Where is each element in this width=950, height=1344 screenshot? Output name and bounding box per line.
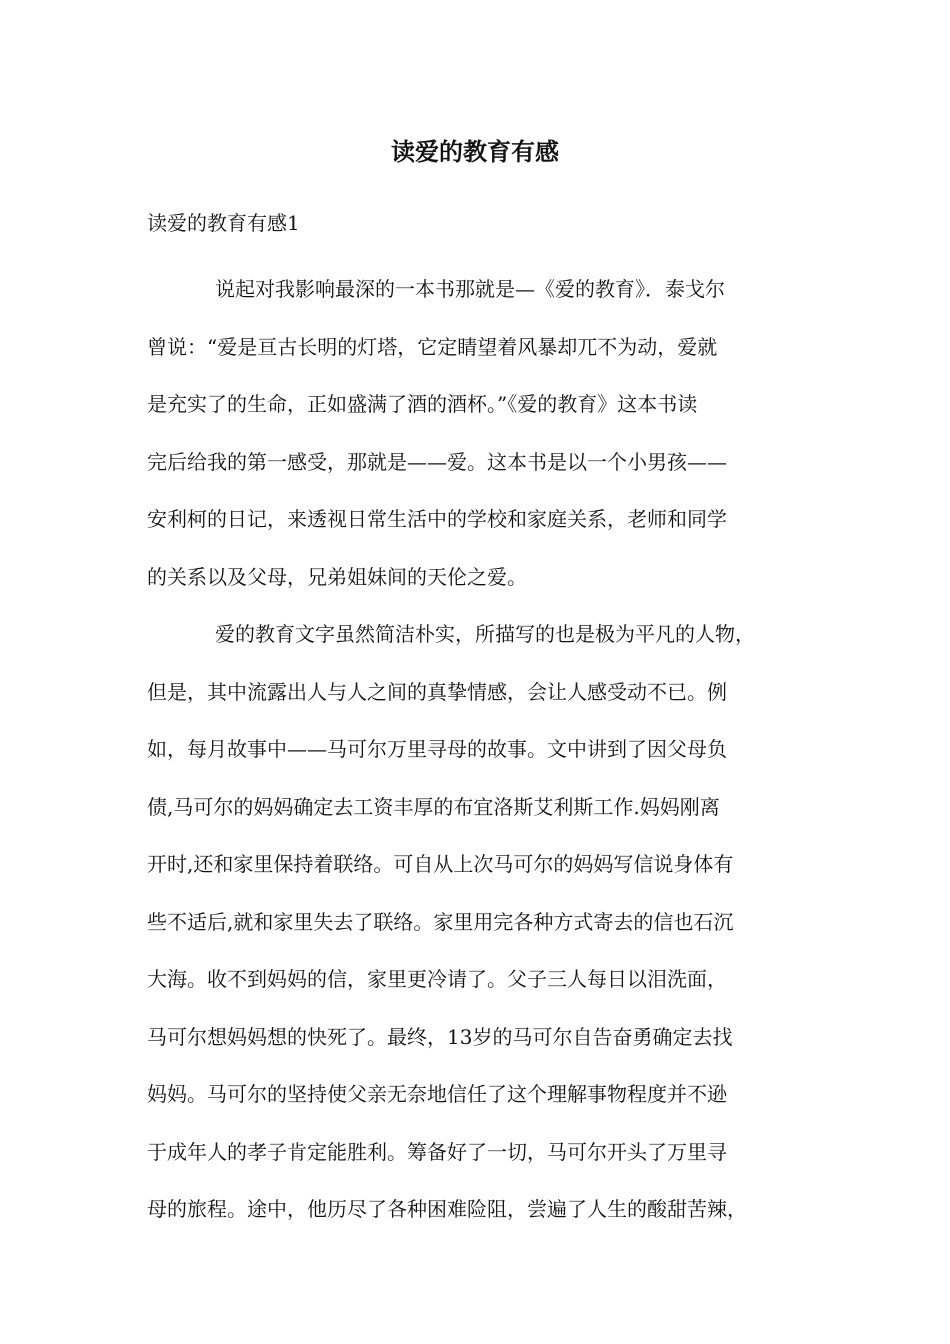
- text-line: 的关系以及父母，兄弟姐妹间的天伦之爱。: [147, 564, 527, 589]
- text-line: 完后给我的第一感受，那就是——爱。这本书是以一个小男孩——: [147, 449, 727, 474]
- text-line: 但是，其中流露出人与人之间的真挚情感，会让人感受动不已。例: [147, 679, 727, 704]
- text-line: 于成年人的孝子肯定能胜利。筹备好了一切，马可尔开头了万里寻: [147, 1139, 727, 1164]
- text-line: 如，每月故事中——马可尔万里寻母的故事。文中讲到了因父母负: [147, 737, 727, 761]
- text-line: 大海。收不到妈妈的信，家里更冷请了。父子三人每日以泪洗面，: [147, 967, 727, 991]
- text-line: 是充实了的生命，正如盛满了酒的酒杯。”《爱的教育》这本书读: [147, 392, 698, 416]
- text-line: 些不适后,就和家里失去了联络。家里用完各种方式寄去的信也石沉: [147, 909, 734, 934]
- text-line: 说起对我影响最深的一本书那就是—《爱的教育》．泰戈尔: [215, 277, 725, 301]
- text-line: 曾说：“爱是亘古长明的灯塔，它定睛望着风暴却兀不为动，爱就: [147, 334, 718, 359]
- text-line: 妈妈。马可尔的坚持使父亲无奈地信任了这个理解事物程度并不逊: [147, 1082, 727, 1106]
- body-text: [147, 261, 827, 1239]
- text-line: 爱的教育文字虽然简洁朴实，所描写的也是极为平凡的人物，: [215, 622, 755, 646]
- text-line: 开时,还和家里保持着联络。可自从上次马可尔的妈妈写信说身体有: [147, 852, 734, 876]
- text-line: 债,马可尔的妈妈确定去工资丰厚的布宜洛斯艾利斯工作.妈妈刚离: [147, 794, 720, 819]
- section-heading: 读爱的教育有感1: [147, 211, 300, 235]
- text-line: 安利柯的日记，来透视日常生活中的学校和家庭关系，老师和同学: [147, 507, 727, 531]
- document-title: 读爱的教育有感: [391, 137, 559, 166]
- text-line: 马可尔想妈妈想的快死了。最终，13岁的马可尔自告奋勇确定去找: [147, 1024, 733, 1049]
- paragraph-2: [147, 606, 827, 1239]
- text-line: 母的旅程。途中，他历尽了各种困难险阻，尝遍了人生的酸甜苦辣，: [147, 1197, 747, 1221]
- paragraph-1: [147, 261, 827, 606]
